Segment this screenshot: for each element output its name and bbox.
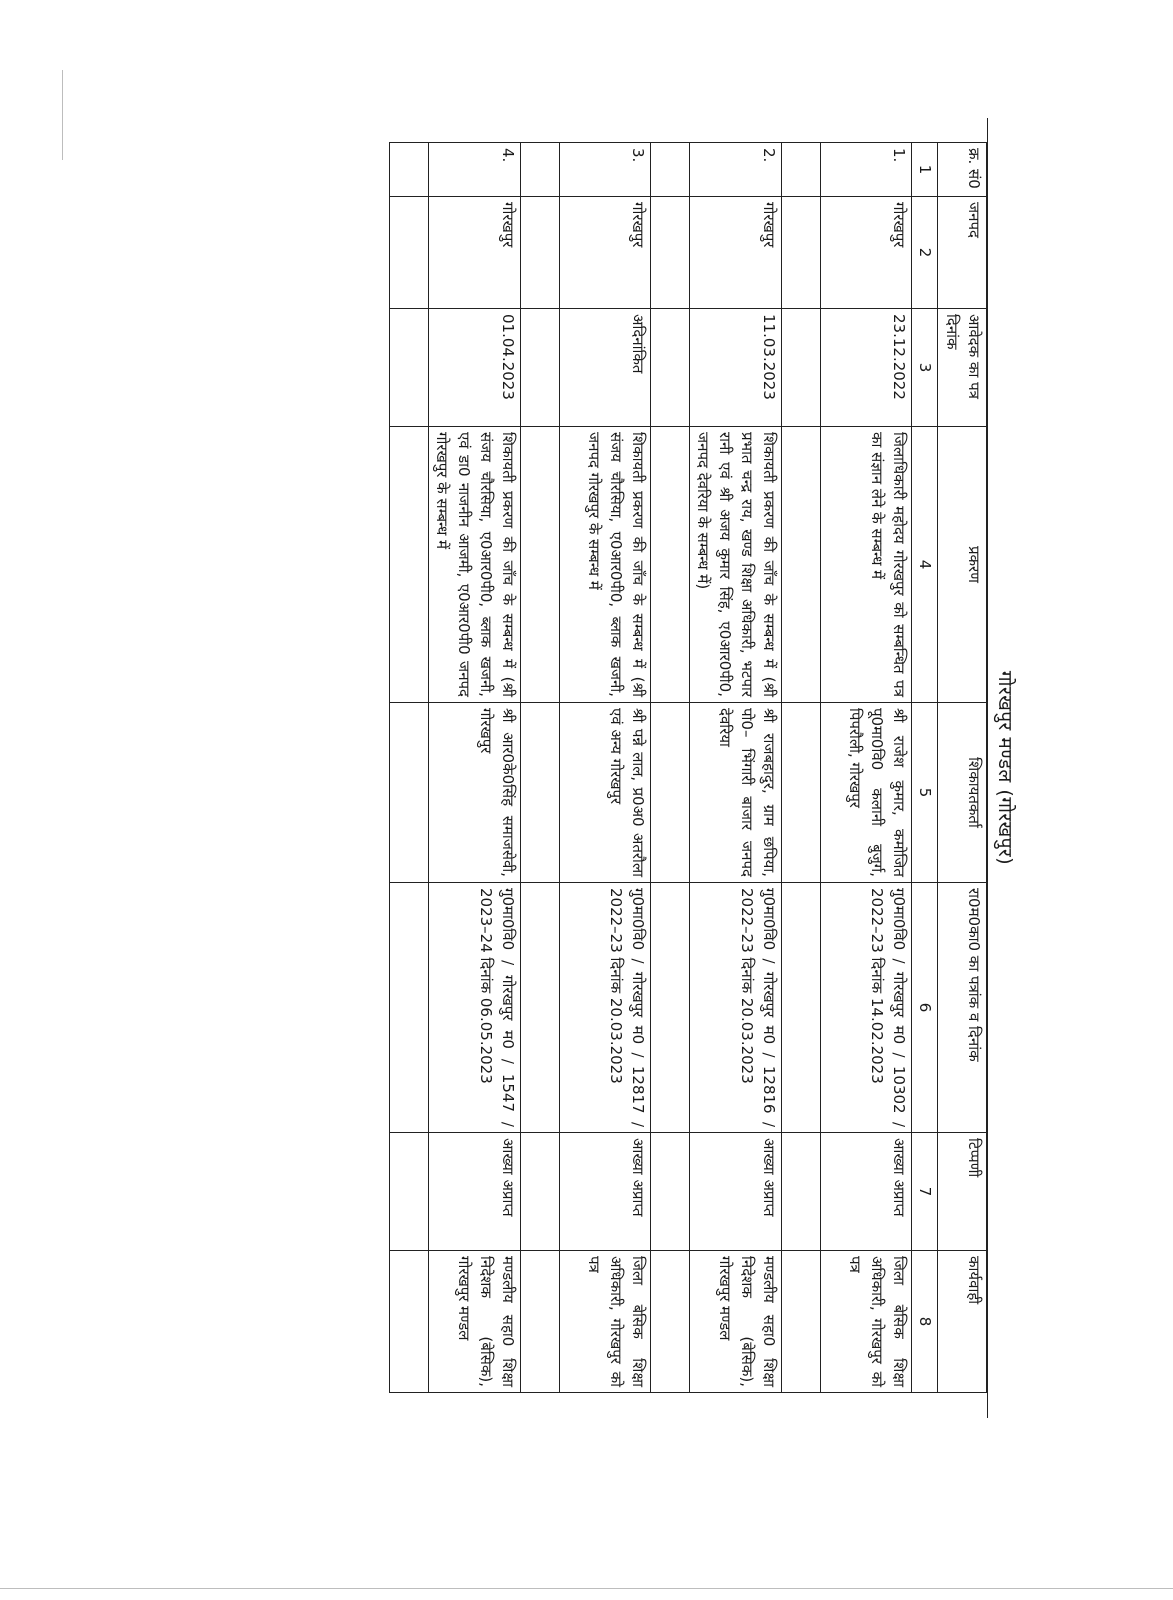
header-date: आवेदक का पत्र दिनांक: [938, 309, 987, 427]
column-number-row: [911, 143, 938, 1393]
header-row: [938, 143, 987, 1393]
row-letter-ref: गु0मा0वि0 / गोरखपुर म0 / 12816 / 2022–23 दिनांक 20.03.2023: [689, 883, 781, 1133]
row-sno: 1.: [820, 143, 911, 197]
column-number: 1: [911, 143, 938, 197]
header-action: कार्यवाही: [938, 1251, 987, 1393]
spacer-row: [520, 143, 559, 1393]
scan-edge-left: [62, 70, 63, 160]
row-sno: 4.: [428, 143, 520, 197]
row-complainant: श्री पन्ने लाल, प्र0अ0 अतरौला एवं अन्य गोरखपुर: [559, 703, 650, 883]
column-number: 7: [911, 1133, 938, 1251]
row-letter-ref: गु0मा0वि0 / गोरखपुर म0 / 12817 / 2022–23 दिनांक 20.03.2023: [559, 883, 650, 1133]
row-action: जिला बेसिक शिक्षा अधिकारी, गोरखपुर को पत्र: [820, 1251, 911, 1393]
row-complainant: श्री आर0के0सिंह समाजसेवी, गोरखपुर: [428, 703, 520, 883]
row-complainant: श्री राजेश कुमार, कमोजित पू0मा0वि0 कलानी बुजुर्ग, पिपरौली, गोरखपुर: [820, 703, 911, 883]
header-remark: टिप्पणी: [938, 1133, 987, 1251]
table-row: [559, 143, 650, 1393]
row-matter: शिकायती प्रकरण की जाँच के सम्बन्ध में (श्री संजय चौरसिया, ए0आर0पी0, ब्लाक खजनी, एवं डा0 नाजनीन आजमी, ए0आर0पी0 जनपद गोरखपुर के सम्बन्ध में: [428, 427, 520, 703]
header-matter: प्रकरण: [938, 427, 987, 703]
row-district: गोरखपुर: [689, 197, 781, 309]
spacer-row: [650, 143, 689, 1393]
row-matter: शिकायती प्रकरण की जाँच के सम्बन्ध में (श्री संजय चौरसिया, ए0आर0पी0, ब्लाक खजनी, जनपद गोरखपुर के सम्बन्ध में: [559, 427, 650, 703]
row-matter: जिलाधिकारी महोदय गोरखपुर को सम्बन्धित पत्र का संज्ञान लेने के सम्बन्ध में: [820, 427, 911, 703]
column-number: 4: [911, 427, 938, 703]
row-complainant: श्री राजबहादुर, ग्राम छपिया, पो0– भिंगारी बाजार जनपद देवरिया: [689, 703, 781, 883]
row-action: मण्डलीय सहा0 शिक्षा निदेशक (बेसिक), गोरखपुर मण्डल: [428, 1251, 520, 1393]
row-date: 01.04.2023: [428, 309, 520, 427]
row-date: अदिनांकित: [559, 309, 650, 427]
row-sno: 2.: [689, 143, 781, 197]
row-remark: आख्या अप्राप्त: [820, 1133, 911, 1251]
column-number: 5: [911, 703, 938, 883]
table-row: [428, 143, 520, 1393]
table-row: [689, 143, 781, 1393]
row-district: गोरखपुर: [428, 197, 520, 309]
scan-edge-bottom: [0, 1588, 1173, 1589]
column-number: 2: [911, 197, 938, 309]
row-district: गोरखपुर: [820, 197, 911, 309]
column-number: 6: [911, 883, 938, 1133]
complaint-register-table: [389, 142, 987, 1393]
row-remark: आख्या अप्राप्त: [428, 1133, 520, 1251]
row-action: जिला बेसिक शिक्षा अधिकारी, गोरखपुर को पत्र: [559, 1251, 650, 1393]
row-letter-ref: गु0मा0वि0 / गोरखपुर म0 / 10302 / 2022–23 दिनांक 14.02.2023: [820, 883, 911, 1133]
spacer-row: [781, 143, 820, 1393]
header-complainant: शिकायतकर्ता: [938, 703, 987, 883]
row-letter-ref: गु0मा0वि0 / गोरखपुर म0 / 1547 / 2023–24 दिनांक 06.05.2023: [428, 883, 520, 1133]
row-district: गोरखपुर: [559, 197, 650, 309]
header-sno: क्र. सं0: [938, 143, 987, 197]
header-letter-ref: रा0म0का0 का पत्रांक व दिनांक: [938, 883, 987, 1133]
column-number: 8: [911, 1251, 938, 1393]
row-date: 23.12.2022: [820, 309, 911, 427]
rotated-document: [222, 118, 1022, 1418]
row-remark: आख्या अप्राप्त: [689, 1133, 781, 1251]
row-action: मण्डलीय सहा0 शिक्षा निदेशक (बेसिक), गोरखपुर मण्डल: [689, 1251, 781, 1393]
spacer-row: [389, 143, 428, 1393]
row-date: 11.03.2023: [689, 309, 781, 427]
table-row: [820, 143, 911, 1393]
row-sno: 3.: [559, 143, 650, 197]
row-remark: आख्या अप्राप्त: [559, 1133, 650, 1251]
row-matter: शिकायती प्रकरण की जाँच के सम्बन्ध में (श्री प्रभात चन्द्र राय, खण्ड शिक्षा अधिकारी, भटपार रानी एवं श्री अजय कुमार सिंह, ए0आर0पी0, जनपद देवरिया के सम्बन्ध में): [689, 427, 781, 703]
header-district: जनपद: [938, 197, 987, 309]
document-title: गोरखपुर मण्डल (गोरखपुर): [987, 118, 1022, 1418]
column-number: 3: [911, 309, 938, 427]
